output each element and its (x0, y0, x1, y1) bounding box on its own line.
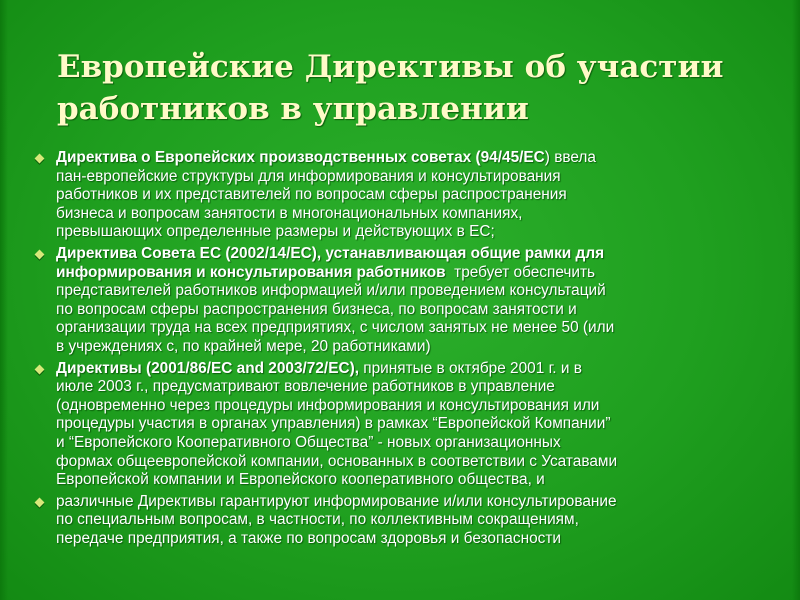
item-4-line-1: различные Директивы гарантируют информирование и/или консультирование (56, 492, 617, 510)
item-3-line-5: и “Европейского Кооперативного Общества” - новых организационных (56, 433, 561, 451)
item-1-line-5: превышающих определенные размеры и действующих в ЕС; (56, 223, 495, 241)
slide-title-line-1: Европейские Директивы об участии (57, 49, 724, 85)
list-item-various-directives (36, 493, 784, 549)
diamond-bullet-icon (35, 154, 45, 164)
item-3-line-2: июле 2003 г., предусматривают вовлечение работников в управление (56, 378, 555, 396)
item-3-line-3: (одновременно через процедуры информирования и консультирования или (56, 396, 600, 414)
list-item-ews-directive (36, 149, 784, 242)
diamond-bullet-icon (35, 364, 45, 374)
item-1-bold: Директива о Европейских производственных советах (94/45/EC (56, 149, 545, 166)
item-1-line-3: работников и их представителей по вопросам сферы распространения (56, 186, 567, 204)
slide-title-line-2: работников в управлении (57, 91, 529, 127)
list-item-se-sce-directives (36, 360, 784, 490)
item-3-line-4: процедуры участия в органах управления) в рамках “Европейской Компании” (56, 415, 611, 433)
bullet-list (36, 149, 784, 551)
item-2-text-1: требует обеспечить (445, 263, 596, 281)
item-3-line-1 (56, 360, 784, 379)
list-item-council-directive (36, 245, 784, 357)
item-4-line-3: передаче предприятия, а также по вопросам здоровья и безопасности (56, 529, 561, 547)
slide-edge-left (0, 0, 8, 600)
item-2-line-6: в учреждениях с, по крайней мере, 20 работниками) (56, 337, 431, 355)
item-1-line-1 (56, 149, 784, 168)
item-2-bold-line-1: Директива Совета ЕС (2002/14/EC), устанавливающая общие рамки для (56, 244, 605, 262)
diamond-bullet-icon (35, 497, 45, 507)
diamond-bullet-icon (35, 250, 45, 260)
slide-edge-right (792, 0, 800, 600)
item-1-line-4: бизнеса и вопросам занятости в многонациональных компаниях, (56, 204, 523, 222)
slide-title (57, 46, 757, 130)
item-2-line-5: организации труда на всех предприятиях, с числом занятых не менее 50 (или (56, 319, 615, 337)
item-4-line-2: по специальным вопросам, в частности, по коллективным сокращениям, (56, 511, 579, 529)
item-2-line-2 (56, 264, 784, 283)
item-1-text-1: ) ввела (544, 149, 596, 166)
item-3-line-7: Европейской компании и Европейского кооперативного общества, и (56, 471, 545, 489)
item-2-line-4: по вопросам сферы распространения бизнеса, по вопросам занятости и (56, 300, 577, 318)
item-2-bold-line-2: информирования и консультирования работников (56, 263, 446, 281)
item-2-line-3: представителей работников информацией и/или проведением консультаций (56, 282, 606, 300)
item-3-bold: Директивы (2001/86/EC and 2003/72/EC), (56, 359, 359, 377)
item-1-line-2: пан-европейские структуры для информирования и консультирования (56, 167, 561, 185)
item-3-line-6: формах общеевропейской компании, основанных в соответствии с Усатавами (56, 452, 618, 470)
item-3-text-1: принятые в октябре 2001 г. и в (359, 359, 582, 377)
